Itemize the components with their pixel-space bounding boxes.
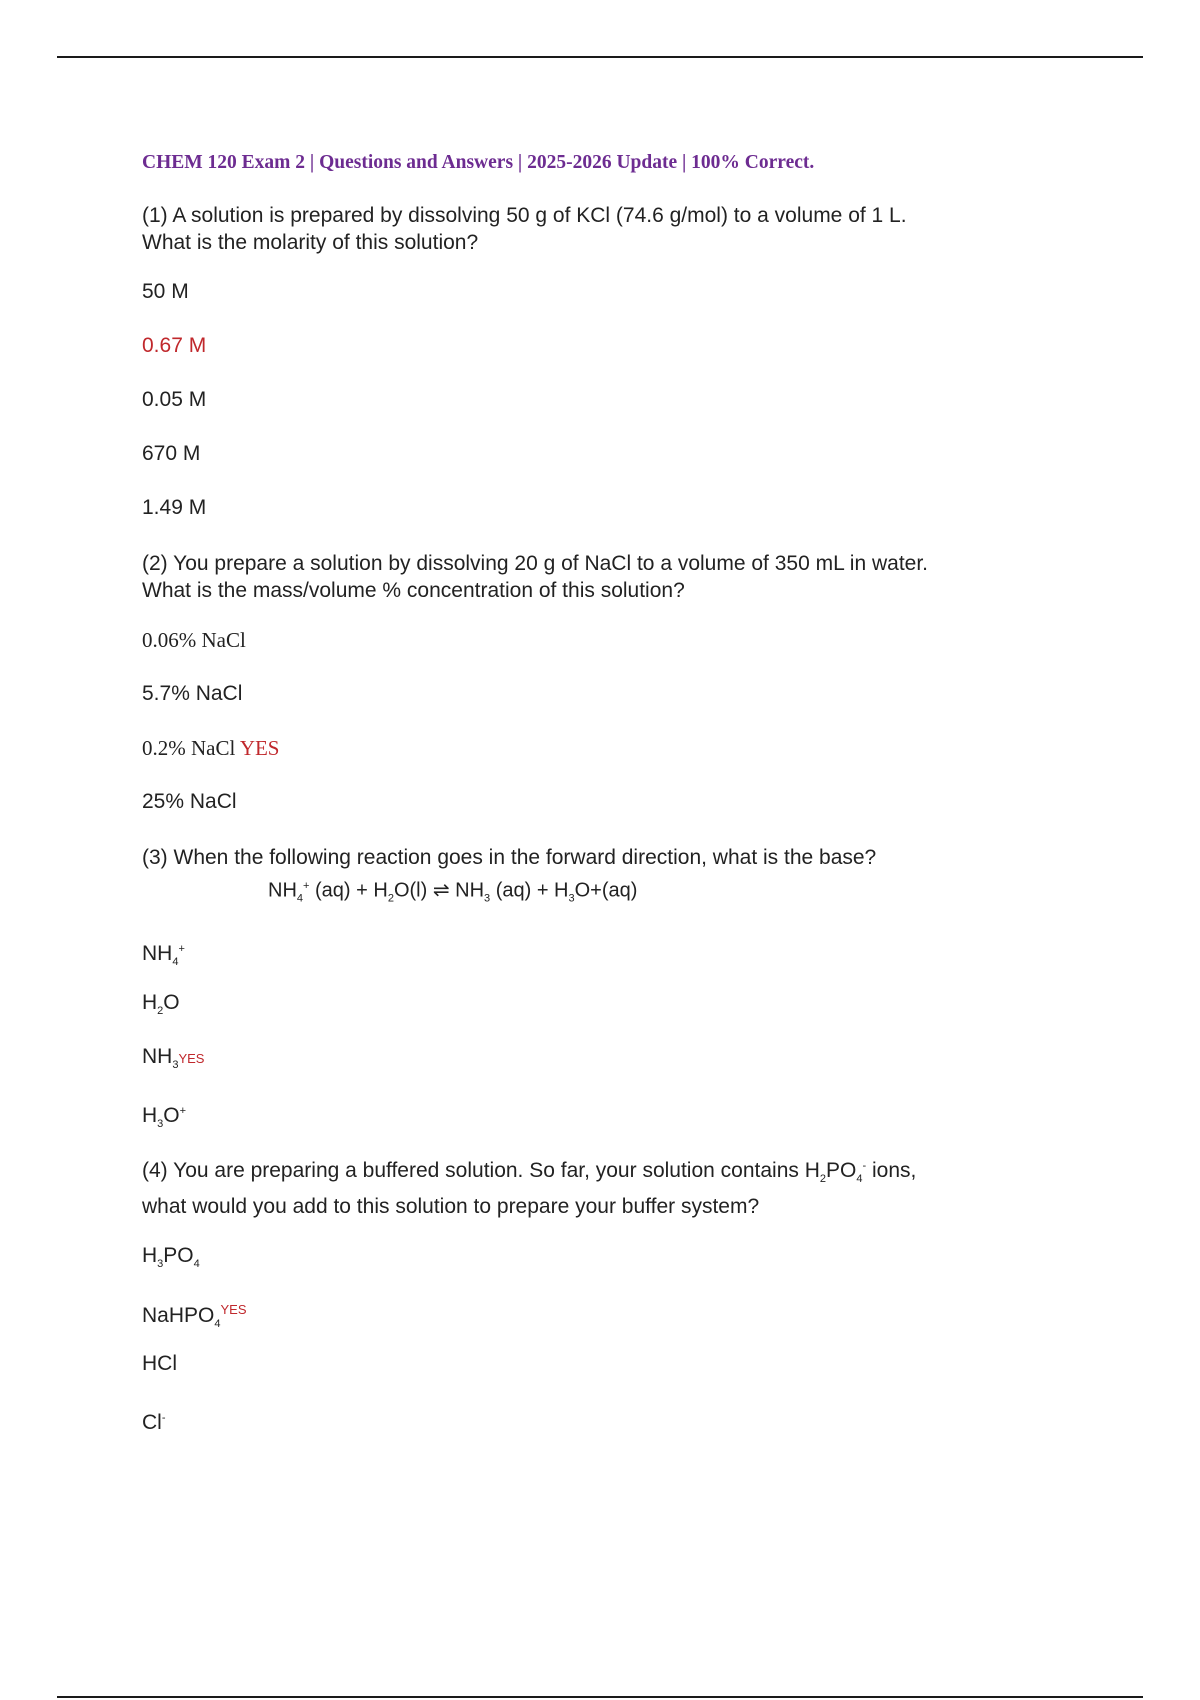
q3-option-2: $H_2O$ <box>142 990 180 1017</box>
q3-option-3: $NH_3YES$ <box>142 1044 205 1071</box>
q2-yes-marker: YES <box>239 736 280 760</box>
q1-option-3: 0.05 M <box>142 388 207 411</box>
q2-option-3-text: 0.2% NaCl <box>142 736 236 760</box>
q3-option-4: $H_3O^+$ <box>142 1103 187 1130</box>
q4-option-4: Cl- <box>142 1410 166 1434</box>
q4-yes-marker: YES <box>220 1301 247 1317</box>
top-rule <box>57 56 1143 58</box>
q2-option-4: 25% NaCl <box>142 790 237 813</box>
question-2 <box>142 550 1042 604</box>
q3-option-1: $NH_4^+$ <box>142 941 185 968</box>
question-1-line-1: (1) A solution is prepared by dissolving 50 g of KCl (74.6 g/mol) to a volume of 1 L. <box>142 204 907 227</box>
q2-option-1: 0.06% NaCl <box>142 628 246 652</box>
q4-option-1: $H_3PO_4$ <box>142 1243 200 1271</box>
q1-option-5: 1.49 M <box>142 496 207 519</box>
q4-option-2: NaHPO$_4^{YES}$ <box>142 1301 247 1331</box>
q1-option-4: 670 M <box>142 442 201 465</box>
q2-option-2: 5.7% NaCl <box>142 682 243 705</box>
bottom-rule <box>57 1696 1143 1698</box>
reaction-equation: $NH_4^+$ $(aq) + H_2O(l)$ ⇌ $NH_3$ $(aq) + H_3O+(aq)$ <box>268 879 638 905</box>
question-2-line-1: (2) You prepare a solution by dissolving 20 g of NaCl to a volume of 350 mL in water. <box>142 552 929 575</box>
question-4 <box>142 1153 1042 1220</box>
question-3-line-1: (3) When the following reaction goes in the forward direction, what is the base? <box>142 846 877 869</box>
question-2-line-2: What is the mass/volume % concentration of this solution? <box>142 579 685 602</box>
q1-option-2-correct: 0.67 M <box>142 334 207 357</box>
question-1-line-2: What is the molarity of this solution? <box>142 231 479 254</box>
q1-option-1: 50 M <box>142 280 189 303</box>
question-3 <box>142 844 1042 913</box>
document-title: CHEM 120 Exam 2 | Questions and Answers | 2025-2026 Update | 100% Correct. <box>142 152 815 173</box>
q4-option-3: HCl <box>142 1351 177 1375</box>
question-4-line-1: (4) You are preparing a buffered solution. So far, your solution contains $H_2PO_4^-$ ions, <box>142 1158 917 1185</box>
q2-option-3 <box>142 736 1042 760</box>
document-body <box>142 152 1042 1460</box>
q3-yes-marker: YES <box>178 1050 205 1066</box>
question-4-line-2: what would you add to this solution to prepare your buffer system? <box>142 1194 760 1218</box>
question-1 <box>142 202 1042 256</box>
